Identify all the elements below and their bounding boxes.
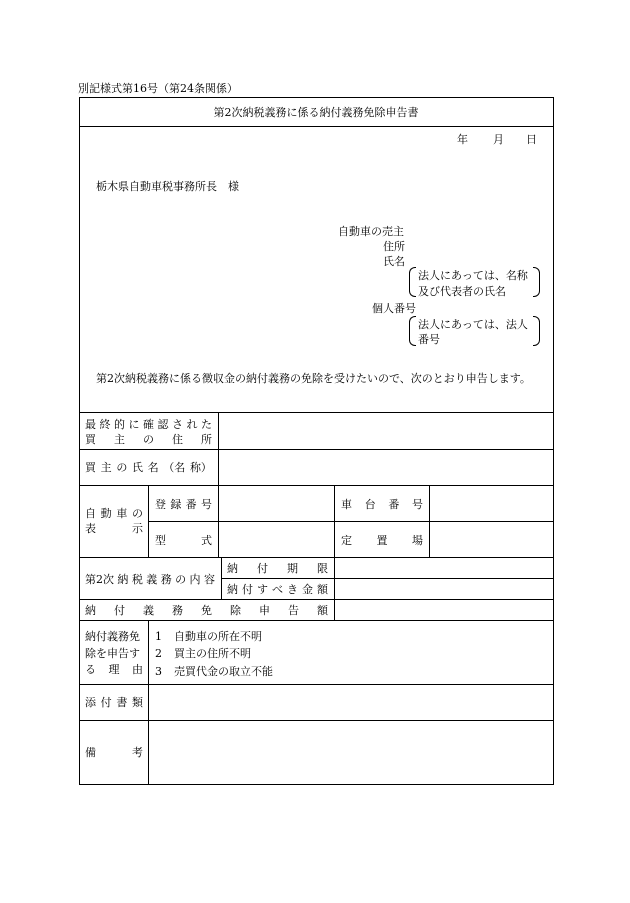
storage-location-field[interactable] (430, 522, 552, 556)
registration-number-field[interactable] (219, 486, 333, 520)
name-note-left-bracket (409, 267, 416, 297)
reason-label-line2: 除を申告す (85, 647, 140, 660)
remarks-label: 備 考 (85, 746, 143, 759)
seller-name-note-line2: 及び代表者の氏名 (418, 285, 506, 298)
reason-label-line1: 納付義務免 (85, 630, 140, 643)
date-day-label: 日 (526, 133, 537, 146)
reason-option-1[interactable]: 1 自動車の所在不明 (155, 630, 262, 643)
buyer-name-field[interactable] (219, 450, 552, 484)
model-label: 型 式 (155, 534, 212, 547)
exemption-amount-field[interactable] (335, 600, 552, 619)
buyer-address-field[interactable] (219, 413, 552, 448)
declaration-statement: 第2次納税義務に係る徴収金の納付義務の免除を受けたいので、次のとおり申告します。 (96, 372, 531, 385)
reason-label-line3: る 理 由 (85, 663, 143, 676)
buyer-address-label-line2: 買 主 の 住 所 (85, 433, 212, 446)
buyer-name-label: 買 主 の 氏 名 （名 称） (85, 461, 212, 474)
seller-name-note-line1: 法人にあっては、名称 (418, 269, 528, 282)
chassis-number-label: 車 台 番 号 (341, 498, 423, 511)
attachments-field[interactable] (149, 685, 552, 719)
reason-option-2[interactable]: 2 買主の住所不明 (155, 647, 251, 660)
seller-number-label: 個人番号 (372, 302, 416, 315)
vehicle-display-label-line2: 表 示 (85, 522, 143, 535)
addressee: 栃木県自動車税事務所長 様 (96, 180, 239, 193)
exemption-amount-label: 納 付 義 務 免 除 申 告 額 (85, 604, 328, 617)
registration-number-label: 登 録 番 号 (155, 498, 212, 511)
remarks-field[interactable] (149, 721, 552, 783)
reason-option-3[interactable]: 3 売買代金の取立不能 (155, 665, 273, 678)
date-month-label: 月 (493, 133, 504, 146)
seller-heading: 自動車の売主 (338, 225, 404, 238)
attachments-label: 添 付 書 類 (85, 696, 143, 709)
seller-number-note-line2: 番号 (418, 333, 440, 346)
due-date-field[interactable] (335, 558, 552, 577)
amount-due-label: 納 付 す べ き 金 額 (227, 583, 328, 596)
chassis-number-field[interactable] (430, 486, 552, 520)
obligation-contents-label: 第2次 納 税 義 務 の 内 容 (85, 573, 215, 586)
due-date-label: 納 付 期 限 (227, 562, 328, 575)
number-note-left-bracket (409, 316, 416, 346)
number-note-right-bracket (533, 316, 540, 346)
date-year-label: 年 (457, 133, 468, 146)
vehicle-display-label-line1: 自 動 車 の (85, 507, 143, 520)
seller-address-label: 住所 (383, 240, 405, 253)
model-field[interactable] (219, 522, 333, 556)
seller-number-note-line1: 法人にあっては、法人 (418, 318, 528, 331)
amount-due-field[interactable] (335, 579, 552, 598)
seller-name-label: 氏名 (383, 255, 405, 268)
form-number: 別記様式第16号（第24条関係） (78, 82, 238, 95)
storage-location-label: 定 置 場 (341, 534, 423, 547)
name-note-right-bracket (533, 267, 540, 297)
buyer-address-label-line1: 最 終 的 に 確 認 さ れ た (85, 418, 212, 431)
form-title: 第2次納税義務に係る納付義務免除申告書 (213, 106, 419, 119)
